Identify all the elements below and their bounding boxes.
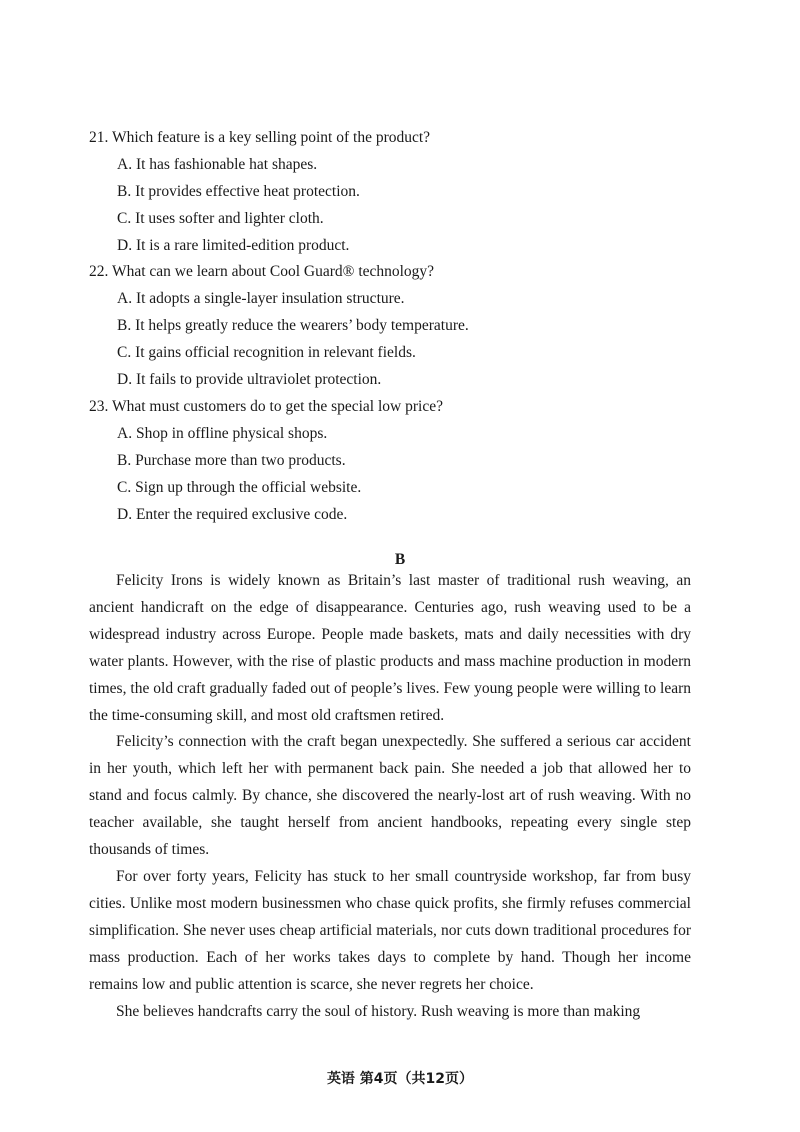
option-list <box>89 155 430 256</box>
option-list <box>89 424 443 525</box>
question-22 <box>89 262 469 390</box>
question-stem: 22. What can we learn about Cool Guard® technology? <box>89 263 435 280</box>
option-list <box>89 289 469 390</box>
option-b: B. Purchase more than two products. <box>117 452 346 469</box>
option-b: B. It helps greatly reduce the wearers’ body temperature. <box>117 317 469 334</box>
option-c: C. It uses softer and lighter cloth. <box>117 210 324 227</box>
question-21 <box>89 128 430 256</box>
question-23 <box>89 397 443 525</box>
option-a: A. It has fashionable hat shapes. <box>117 156 318 173</box>
option-d: D. Enter the required exclusive code. <box>117 506 348 523</box>
passage-paragraph: Felicity Irons is widely known as Britain’s last master of traditional rush weaving, an ancient handicraft on the edge of disappearance. Centuries ago, rush weaving used to be a widespread industry across Europe. People made baskets, mats and daily necessities with dry water plants. However, with the rise of plastic products and mass machine production in modern times, the old craft gradually faded out of people’s lives. Few young people were willing to learn the time-consuming skill, and most old craftsmen retired. <box>89 572 691 724</box>
question-stem: 21. Which feature is a key selling point of the product? <box>89 129 431 146</box>
option-a: A. Shop in offline physical shops. <box>117 425 328 442</box>
passage-paragraph: Felicity’s connection with the craft began unexpectedly. She suffered a serious car accident in her youth, which left her with permanent back pain. She needed a job that allowed her to stand and focus calmly. By chance, she discovered the nearly-lost art of rush weaving. With no teacher available, she taught herself from ancient handbooks, repeating every single step thousands of times. <box>89 733 691 859</box>
option-a: A. It adopts a single-layer insulation structure. <box>117 290 405 307</box>
question-stem: 23. What must customers do to get the special low price? <box>89 398 443 415</box>
reading-passage <box>89 568 691 1025</box>
option-c: C. Sign up through the official website. <box>117 479 362 496</box>
page-footer: 英语 第4页（共12页） <box>326 1071 474 1087</box>
option-d: D. It is a rare limited-edition product. <box>117 237 350 254</box>
passage-paragraph: For over forty years, Felicity has stuck to her small countryside workshop, far from busy cities. Unlike most modern businessmen who chase quick profits, she firmly refuses commercial simplification. She never uses cheap artificial materials, nor cuts down traditional procedures for mass production. Each of her works takes days to complete by hand. Though her income remains low and public attention is scarce, she never regrets her choice. <box>89 867 691 993</box>
passage-paragraph: She believes handcrafts carry the soul of history. Rush weaving is more than making <box>116 1002 641 1020</box>
option-c: C. It gains official recognition in relevant fields. <box>117 344 416 361</box>
option-d: D. It fails to provide ultraviolet protection. <box>117 371 382 388</box>
section-heading: B <box>394 551 406 568</box>
option-b: B. It provides effective heat protection. <box>117 183 360 200</box>
